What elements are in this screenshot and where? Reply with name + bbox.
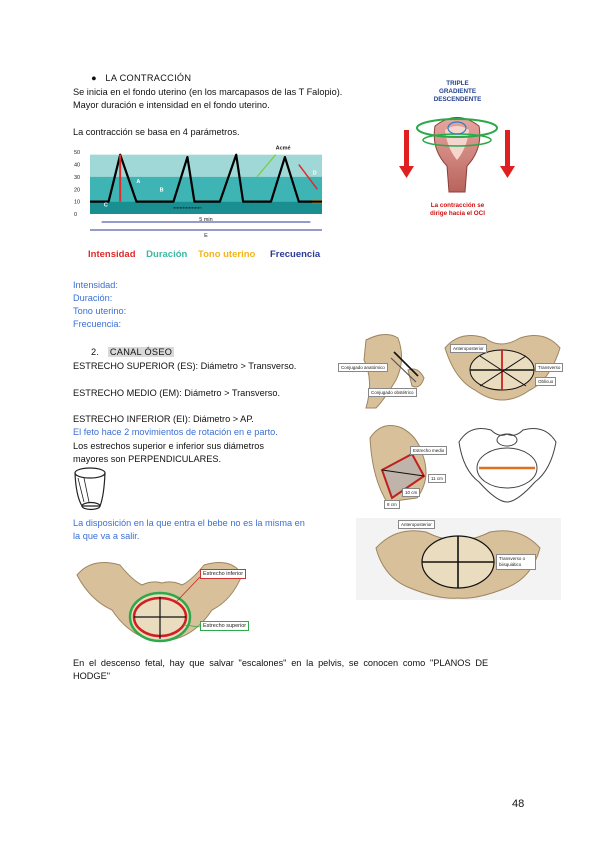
chart-annotation: C xyxy=(103,202,108,209)
chart-annotation: A xyxy=(136,179,141,186)
label-8cm: 8 cm xyxy=(384,500,400,509)
label-11cm: 11 cm xyxy=(428,474,446,483)
rotation-text: El feto hace 2 movimientos de rotación en e parto. xyxy=(73,427,278,437)
title-line: DESCENDENTE xyxy=(433,96,482,103)
pelvic-canal-sketch xyxy=(72,466,108,512)
section-1-heading xyxy=(91,72,191,85)
y-tick-label: 20 xyxy=(74,187,81,194)
disposition-text-line: la que va a salir. xyxy=(73,531,140,541)
param-frecuencia: Frecuencia: xyxy=(73,319,122,329)
paragraph-line: Mayor duración e intensidad en el fondo uterino. xyxy=(73,100,270,110)
estrecho-superior-text: ESTRECHO SUPERIOR (ES): Diámetro > Transverso. xyxy=(73,361,297,371)
label-oblicuo: Oblicuo xyxy=(535,377,556,386)
disposition-text-line: La disposición en la que entra el bebe no es la misma en xyxy=(73,518,305,528)
page-number: 48 xyxy=(512,798,525,810)
label-10cm: 10 cm xyxy=(402,488,420,497)
chart-annotation: Acmé xyxy=(275,145,291,152)
span-5min-label: 5 min xyxy=(199,217,213,223)
estrecho-medio-text: ESTRECHO MEDIO (EM): Diámetro > Transverso. xyxy=(73,388,281,398)
bullet: ● xyxy=(91,73,97,83)
label-estrecho-superior: Estrecho superior xyxy=(200,621,249,631)
y-tick-label: 40 xyxy=(74,162,81,169)
contraction-chart xyxy=(72,140,332,240)
paragraph-line: Se inicia en el fondo uterino (en los marcapasos de las T Falopio). xyxy=(73,87,343,97)
perpendicular-text-line: Los estrechos superior e inferior sus diámetros xyxy=(73,441,264,451)
label-conjugado-obstetrico: Conjugado obstétrico xyxy=(368,388,417,397)
legend-duracion: Duración xyxy=(146,249,188,260)
y-tick-label: 30 xyxy=(74,174,81,181)
param-tono: Tono uterino: xyxy=(73,306,127,316)
span-E-label: E xyxy=(204,233,208,239)
param-intensidad: Intensidad: xyxy=(73,280,118,290)
caption-line: La contracción se xyxy=(430,202,485,209)
chart-band-inner xyxy=(90,177,322,202)
section-number: 2. xyxy=(91,347,100,357)
label-transverso: Transverso xyxy=(535,363,563,372)
pelvis-straits-figure xyxy=(72,555,267,645)
chart-band-base xyxy=(90,202,322,214)
y-tick-label: 10 xyxy=(74,199,81,206)
y-tick-label: 50 xyxy=(74,150,81,157)
hodge-text-line: HODGE" xyxy=(73,671,110,681)
pelvis-outline-figure xyxy=(455,420,560,505)
chart-legend xyxy=(88,249,320,260)
caption-line: dirige hacia el OCI xyxy=(430,210,485,217)
chart-annotation: B xyxy=(159,187,164,194)
paragraph-line: La contracción se basa en 4 parámetros. xyxy=(73,127,240,137)
legend-intensidad: Intensidad xyxy=(88,249,136,260)
heading-text: LA CONTRACCIÓN xyxy=(105,73,192,83)
pelvis-inlet-figure xyxy=(440,330,565,410)
triple-gradient-caption xyxy=(395,202,520,218)
title-line: TRIPLE xyxy=(446,80,469,87)
pelvis-sagittal-figure xyxy=(336,330,436,410)
perpendicular-text-line: mayores son PERPENDICULARES. xyxy=(73,454,222,464)
chart-annotation: D xyxy=(312,170,317,177)
label-anteroposterior: Anteroposterior xyxy=(450,344,487,353)
pelvis-outlet-figure xyxy=(356,518,561,600)
section-2-heading xyxy=(91,346,174,359)
triple-gradient-title xyxy=(395,80,520,104)
label-estrecho-medio: Estrecho medio xyxy=(410,446,447,455)
uterus-illustration xyxy=(395,104,520,199)
contraction-chart-svg xyxy=(72,140,332,240)
label-anteroposterior-outlet: Anteroposterior xyxy=(398,520,435,529)
triple-gradient-figure xyxy=(395,80,520,220)
label-conjugado-anatomico: Conjugado anatómico xyxy=(338,363,388,372)
estrecho-inferior-text: ESTRECHO INFERIOR (EI): Diámetro > AP. xyxy=(73,414,254,424)
label-estrecho-inferior: Estrecho inferior xyxy=(200,569,246,579)
param-duracion: Duración: xyxy=(73,293,113,303)
title-line: GRADIENTE xyxy=(438,88,477,95)
legend-frecuencia: Frecuencia xyxy=(269,249,321,260)
heading-text: CANAL ÓSEO xyxy=(109,347,173,357)
hodge-text-line: En el descenso fetal, hay que salvar "escalones" en la pelvis, se conocen como "PLANOS DE xyxy=(73,658,489,668)
y-tick-label: 0 xyxy=(74,212,78,218)
pelvis-midplane-figure xyxy=(362,418,447,508)
label-transverso-biisquiatico: Transverso o biisquiático xyxy=(496,554,536,570)
legend-tono-uterino: Tono uterino xyxy=(197,249,256,260)
